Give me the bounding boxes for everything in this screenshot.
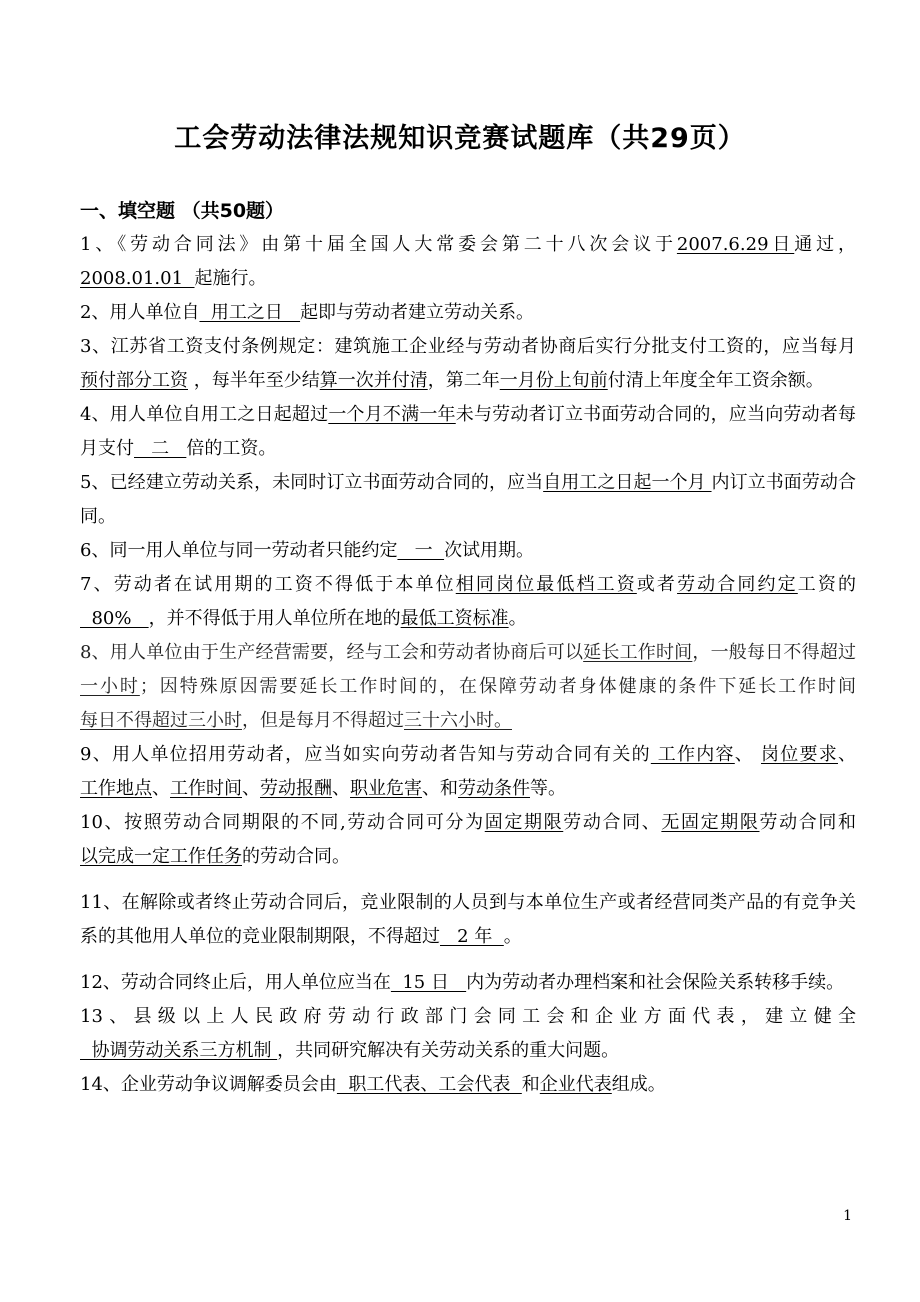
question-item: [80, 738, 856, 806]
question-text: 劳动合同、: [563, 812, 662, 833]
answer-blank: 一月份上旬前: [499, 370, 608, 391]
question-text: 13、县级以上人民政府劳动行政部门会同工会和企业方面代表，建立健全: [80, 1006, 856, 1027]
question-text: 内为劳动者办理档案和社会保险关系转移手续。: [466, 972, 845, 993]
question-text: 内订立书面劳动合同。: [80, 472, 856, 527]
answer-blank: 自用工之日起一个月: [543, 472, 712, 493]
question-text: 11、在解除或者终止劳动合同后，竞业限制的人员到与本单位生产或者经营同类产品的有竞争关系的其他用人单位的竞业限制期限，不得超过: [80, 892, 856, 947]
section-heading: 一、填空题 （共50题）: [80, 200, 285, 222]
answer-blank: 职工代表、工会代表: [336, 1074, 522, 1095]
question-text: ，共同研究解决有关劳动关系的重大问题。: [277, 1040, 620, 1061]
question-text: 5、已经建立劳动关系，未同时订立书面劳动合同的，应当: [80, 472, 544, 493]
question-item: [80, 1000, 856, 1068]
answer-blank: 职业危害: [350, 778, 422, 799]
answer-blank: 以完成一定工作任务: [80, 846, 242, 867]
question-text: 6、同一用人单位与同一劳动者只能约定: [80, 540, 398, 561]
answer-blank: 岗位要求: [761, 744, 838, 765]
answer-blank: 算一次并付清: [319, 370, 428, 391]
question-text: 倍的工资。: [186, 438, 277, 459]
question-text: 、和: [422, 778, 458, 799]
answer-blank: 劳动合同约定: [677, 574, 798, 595]
question-item: [80, 534, 856, 568]
answer-blank: 工作地点: [80, 778, 152, 799]
answer-blank: 一: [397, 540, 445, 561]
answer-blank: 每日不得超过三小时: [80, 710, 242, 731]
answer-blank: 预付部分工资: [80, 370, 188, 391]
answer-blank: 一小时: [80, 676, 140, 697]
page-number: 1: [843, 1208, 852, 1224]
answer-blank: 二: [134, 438, 187, 459]
question-text: 1、《劳动合同法》由第十届全国人大常委会第二十八次会议于: [80, 234, 677, 255]
question-text: 2、用人单位自: [80, 302, 200, 323]
answer-blank: 三十六小时。: [404, 710, 512, 731]
answer-blank: 工作内容: [650, 744, 735, 765]
question-text: 付清上年度全年工资余额。: [607, 370, 824, 391]
question-text: 3、江苏省工资支付条例规定：建筑施工企业经与劳动者协商后实行分批支付工资的，应当每月: [80, 336, 856, 357]
question-item: [80, 568, 856, 636]
question-text: 、: [734, 744, 761, 765]
answer-blank: 2008.01.01: [80, 268, 195, 289]
question-item: [80, 330, 856, 398]
answer-blank: 固定期限: [484, 812, 564, 833]
question-text: 或者: [636, 574, 678, 595]
question-text: ，第二年: [427, 370, 500, 391]
question-text: 10、按照劳动合同期限的不同,劳动合同可分为: [80, 812, 485, 833]
answer-blank: 15 日: [390, 972, 467, 993]
question-item: [80, 228, 856, 296]
question-item: [80, 296, 856, 330]
answer-blank: 延长工作时间: [583, 642, 693, 663]
question-text: 未与劳动者订立书面劳动合同的，应当向劳动者每月支付: [80, 404, 857, 459]
question-text: 7、劳动者在试用期的工资不得低于本单位: [80, 574, 456, 595]
question-text: 等。: [530, 778, 566, 799]
answer-blank: 工作时间: [170, 778, 242, 799]
answer-blank: 一个月不满一年: [328, 404, 456, 425]
question-text: 工资的: [797, 574, 857, 595]
question-text: 起施行。: [194, 268, 267, 289]
question-item: [80, 398, 856, 466]
answer-blank: 用工之日: [199, 302, 301, 323]
answer-blank: 2 年: [440, 926, 504, 947]
question-item: [80, 806, 856, 874]
question-text: 、: [242, 778, 260, 799]
question-text: 、: [332, 778, 350, 799]
question-text: 劳动合同和: [759, 812, 856, 833]
question-text: ，一般每日不得超过: [692, 642, 857, 663]
question-text: 14、企业劳动争议调解委员会由: [80, 1074, 337, 1095]
question-list: [80, 228, 856, 1102]
answer-blank: 协调劳动关系三方机制: [80, 1040, 278, 1061]
question-text: 次试用期。: [444, 540, 535, 561]
answer-blank: 最低工资标准: [400, 608, 509, 629]
question-text: 通过，: [794, 234, 857, 255]
question-item: [80, 966, 856, 1000]
answer-blank: 2007.6.29日: [676, 234, 795, 255]
question-text: 9、用人单位招用劳动者，应当如实向劳动者告知与劳动合同有关的: [80, 744, 651, 765]
question-text: ，每半年至少结: [188, 370, 320, 391]
document-title: 工会劳动法律法规知识竞赛试题库（共29页）: [174, 123, 746, 154]
question-text: 、: [837, 744, 856, 765]
answer-blank: 劳动条件: [458, 778, 530, 799]
question-text: 组成。: [611, 1074, 666, 1095]
question-text: 。: [508, 608, 527, 629]
question-text: ，并不得低于用人单位所在地的: [148, 608, 401, 629]
question-item: [80, 466, 856, 534]
question-text: 4、用人单位自用工之日起超过: [80, 404, 329, 425]
answer-blank: 企业代表: [539, 1074, 612, 1095]
question-text: ，但是每月不得超过: [242, 710, 404, 731]
question-item: [80, 1068, 856, 1102]
question-text: 12、劳动合同终止后，用人单位应当在: [80, 972, 391, 993]
question-text: 8、用人单位由于生产经营需要，经与工会和劳动者协商后可以: [80, 642, 584, 663]
answer-blank: 无固定期限: [661, 812, 760, 833]
question-text: ；因特殊原因需要延长工作时间的，在保障劳动者身体健康的条件下延长工作时间: [139, 676, 856, 697]
question-text: 和: [521, 1074, 540, 1095]
question-text: 的劳动合同。: [242, 846, 350, 867]
question-item: [80, 886, 856, 954]
question-text: 。: [503, 926, 522, 947]
question-text: 、: [152, 778, 170, 799]
answer-blank: 相同岗位最低档工资: [455, 574, 637, 595]
question-text: 起即与劳动者建立劳动关系。: [300, 302, 535, 323]
answer-blank: 80%: [80, 608, 149, 629]
answer-blank: 劳动报酬: [260, 778, 332, 799]
question-item: [80, 636, 856, 738]
